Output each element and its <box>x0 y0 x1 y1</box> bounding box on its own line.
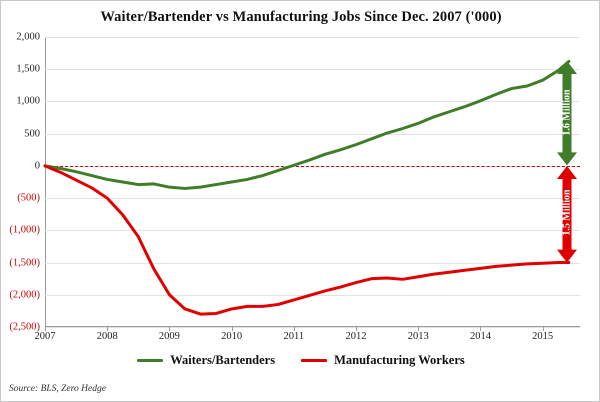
x-axis-tick-label: 2011 <box>283 331 305 342</box>
y-axis-tick-label: 1,500 <box>16 63 40 75</box>
series-line-manufacturing <box>45 166 569 314</box>
legend-swatch-manufacturing <box>301 359 327 363</box>
y-axis-tick-label: 2,000 <box>16 31 40 43</box>
annotation-label: 1.5 Million <box>561 189 573 236</box>
y-axis-tick-label: (1,500) <box>9 257 40 269</box>
source-note: Source: BLS, Zero Hedge <box>9 384 106 394</box>
legend-swatch-waiters <box>137 359 163 363</box>
gridline <box>45 327 580 328</box>
x-axis-tick-label: 2014 <box>469 331 491 342</box>
annotation-waiters-gain <box>556 61 578 165</box>
x-axis-tick-label: 2008 <box>96 331 118 342</box>
y-axis-tick-label: (2,000) <box>9 289 40 301</box>
y-axis-tick-label: 1,000 <box>16 95 40 107</box>
legend <box>1 353 600 368</box>
x-axis-tick-label: 2013 <box>407 331 429 342</box>
x-axis-tick-label: 2012 <box>345 331 367 342</box>
plot-area <box>9 31 580 342</box>
x-axis-tick-label: 2007 <box>34 331 56 342</box>
annotation-manufacturing-loss <box>556 166 578 263</box>
legend-label-waiters: Waiters/Bartenders <box>170 353 276 367</box>
y-axis-tick-label: (2,500) <box>9 321 40 333</box>
legend-item-manufacturing <box>301 353 465 368</box>
series-line-waiters <box>45 61 569 188</box>
legend-label-manufacturing: Manufacturing Workers <box>334 353 465 367</box>
annotation-label: 1.6 Million <box>561 89 573 136</box>
y-axis-tick-label: (500) <box>17 192 40 204</box>
series-lines <box>45 37 580 327</box>
x-axis-tick-label: 2010 <box>221 331 243 342</box>
y-axis-tick-label: (1,000) <box>9 224 40 236</box>
legend-item-waiters <box>137 353 275 368</box>
y-axis-tick-label: 500 <box>24 128 40 140</box>
y-axis-tick-label: 0 <box>34 160 40 172</box>
x-axis-tick-label: 2015 <box>532 331 554 342</box>
page-title: Waiter/Bartender vs Manufacturing Jobs Since Dec. 2007 ('000) <box>100 9 502 25</box>
x-axis-tick-label: 2009 <box>158 331 180 342</box>
